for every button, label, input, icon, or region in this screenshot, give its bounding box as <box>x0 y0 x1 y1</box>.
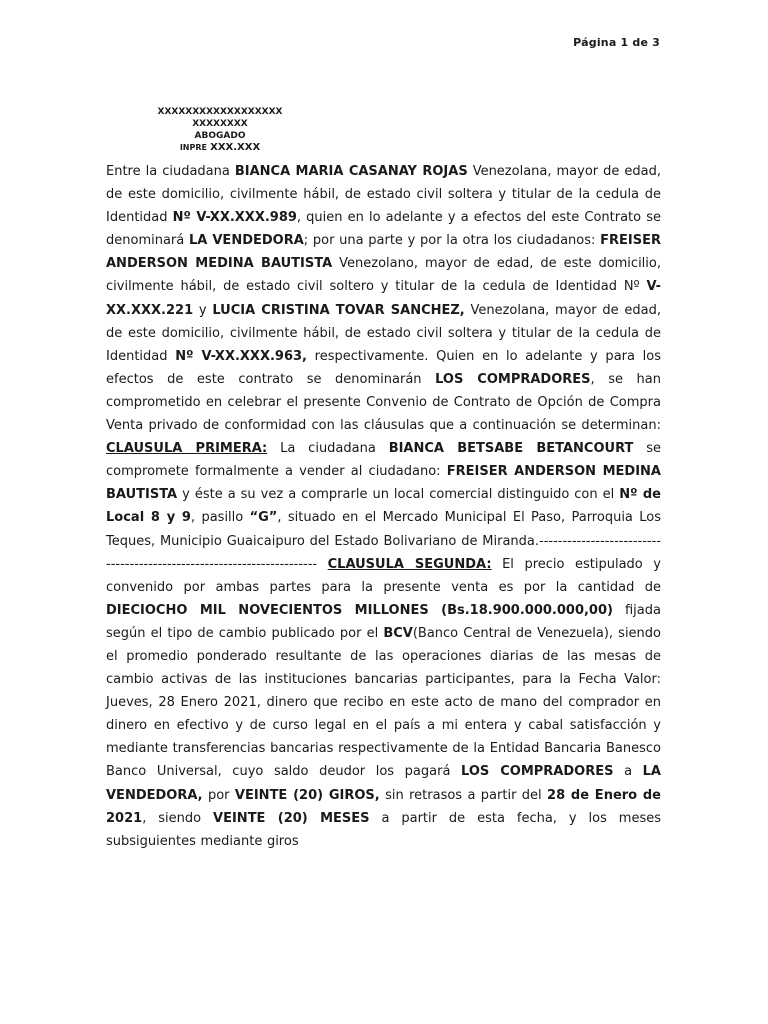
clause1-buyer: FREISER ANDERSON MEDINA BAUTISTA <box>106 464 661 503</box>
bcv: BCV <box>383 625 413 641</box>
buyer1-name: FREISER ANDERSON MEDINA BAUTISTA <box>106 233 661 272</box>
contract-body <box>106 160 661 853</box>
contract-text: El precio estipulado y convenido por ambas partes para la presente venta es por la cantidad de <box>106 556 661 595</box>
contract-text: a <box>613 764 643 780</box>
seller-role: LA VENDEDORA <box>188 233 304 249</box>
clause1-seller: BIANCA BETSABE BETANCOURT <box>388 441 634 457</box>
page-number: Página 1 de 3 <box>573 36 660 49</box>
seller-id: Nº V-XX.XXX.989 <box>172 210 297 226</box>
contract-text: , situado en el Mercado Municipal El Paso, Parroquia Los Teques, Municipio Guaicaipuro del Estado Bolivariano de Miranda.----------------------------------------------------------------------- <box>106 510 661 572</box>
contract-text: a partir de esta fecha, y los meses subsiguientes mediante giros <box>106 810 661 849</box>
clause-segunda-title: CLAUSULA SEGUNDA: <box>327 556 492 572</box>
contract-text: respectivamente. Quien en lo adelante y para los efectos de este contrato se denominarán <box>106 348 661 387</box>
seller-role-2: LA VENDEDORA, <box>106 764 661 803</box>
letterhead <box>150 106 290 154</box>
local-number: Nº de Local 8 y 9 <box>106 487 661 526</box>
start-date: 28 de Enero de 2021 <box>106 787 661 826</box>
buyers-role-2: LOS COMPRADORES <box>461 764 614 780</box>
letterhead-title: ABOGADO <box>194 131 246 141</box>
contract-text: ; por una parte y por la otra los ciudadanos: <box>303 233 601 249</box>
contract-text: , quien en lo adelante y a efectos del este Contrato se denominará <box>106 210 661 249</box>
inpre-value: XXX.XXX <box>210 142 261 153</box>
contract-text: , se han comprometido en celebrar el presente Convenio de Contrato de Opción de Compra Venta privado de conformidad con las cláusulas que a continuación se determinan: <box>106 371 661 434</box>
pasillo: “G” <box>249 510 278 526</box>
buyer1-id: V-XX.XXX.221 <box>106 279 661 318</box>
letterhead-second-line: XXXXXXXX <box>192 119 248 129</box>
clause-primera-title: CLAUSULA PRIMERA: <box>106 441 268 457</box>
giros-count: VEINTE (20) GIROS, <box>234 787 380 803</box>
letterhead-name: XXXXXXXXXXXXXXXXXX <box>157 107 283 117</box>
contract-text: se compromete formalmente a vender al ciudadano: <box>106 441 661 480</box>
contract-text: (Banco Central de Venezuela), siendo el promedio ponderado resultante de las operaciones diarias de las mesas de cambio activas de las instituciones bancarias participantes, para la Fecha Valor: Jueves, 28 Enero 2021, dinero que recibo en este acto de mano del comprador en dinero en efectivo y de curso legal en el país a mi entera y cabal satisfacción y mediante transferencias bancarias respectivamente de la Entidad Bancaria Banesco Banco Universal, cuyo saldo deudor los pagará <box>106 625 661 780</box>
contract-text: fijada según el tipo de cambio publicado por el <box>106 602 661 641</box>
contract-text: , siendo <box>142 810 214 826</box>
contract-text: , pasillo <box>190 510 250 526</box>
contract-text: sin retrasos a partir del <box>379 787 548 803</box>
price-words: DIECIOCHO MIL NOVECIENTOS MILLONES (Bs.18.900.000.000,00) <box>106 602 613 618</box>
contract-text: Entre la ciudadana <box>106 164 235 179</box>
contract-text: Venezolana, mayor de edad, de este domicilio, civilmente hábil, de estado civil soltera y titular de la cedula de Identidad <box>106 302 661 364</box>
contract-text: por <box>202 787 235 803</box>
contract-text: Venezolano, mayor de edad, de este domicilio, civilmente hábil, de estado civil soltero y titular de la cedula de Identidad Nº <box>106 256 661 295</box>
contract-text: Venezolana, mayor de edad, de este domicilio, civilmente hábil, de estado civil soltera y titular de la cedula de Identidad <box>106 164 661 226</box>
contract-text: y <box>193 302 213 318</box>
contract-text: La ciudadana <box>267 441 389 457</box>
contract-text: y éste a su vez a comprarle un local comercial distinguido con el <box>177 487 620 503</box>
buyer2-id: Nº V-XX.XXX.963, <box>175 348 307 364</box>
buyers-role: LOS COMPRADORES <box>435 371 591 387</box>
letterhead-inpre <box>150 142 290 154</box>
buyer2-name: LUCIA CRISTINA TOVAR SANCHEZ, <box>212 302 465 318</box>
seller-name: BIANCA MARIA CASANAY ROJAS <box>234 164 468 179</box>
months-count: VEINTE (20) MESES <box>213 810 370 826</box>
inpre-label: INPRE <box>179 143 207 152</box>
